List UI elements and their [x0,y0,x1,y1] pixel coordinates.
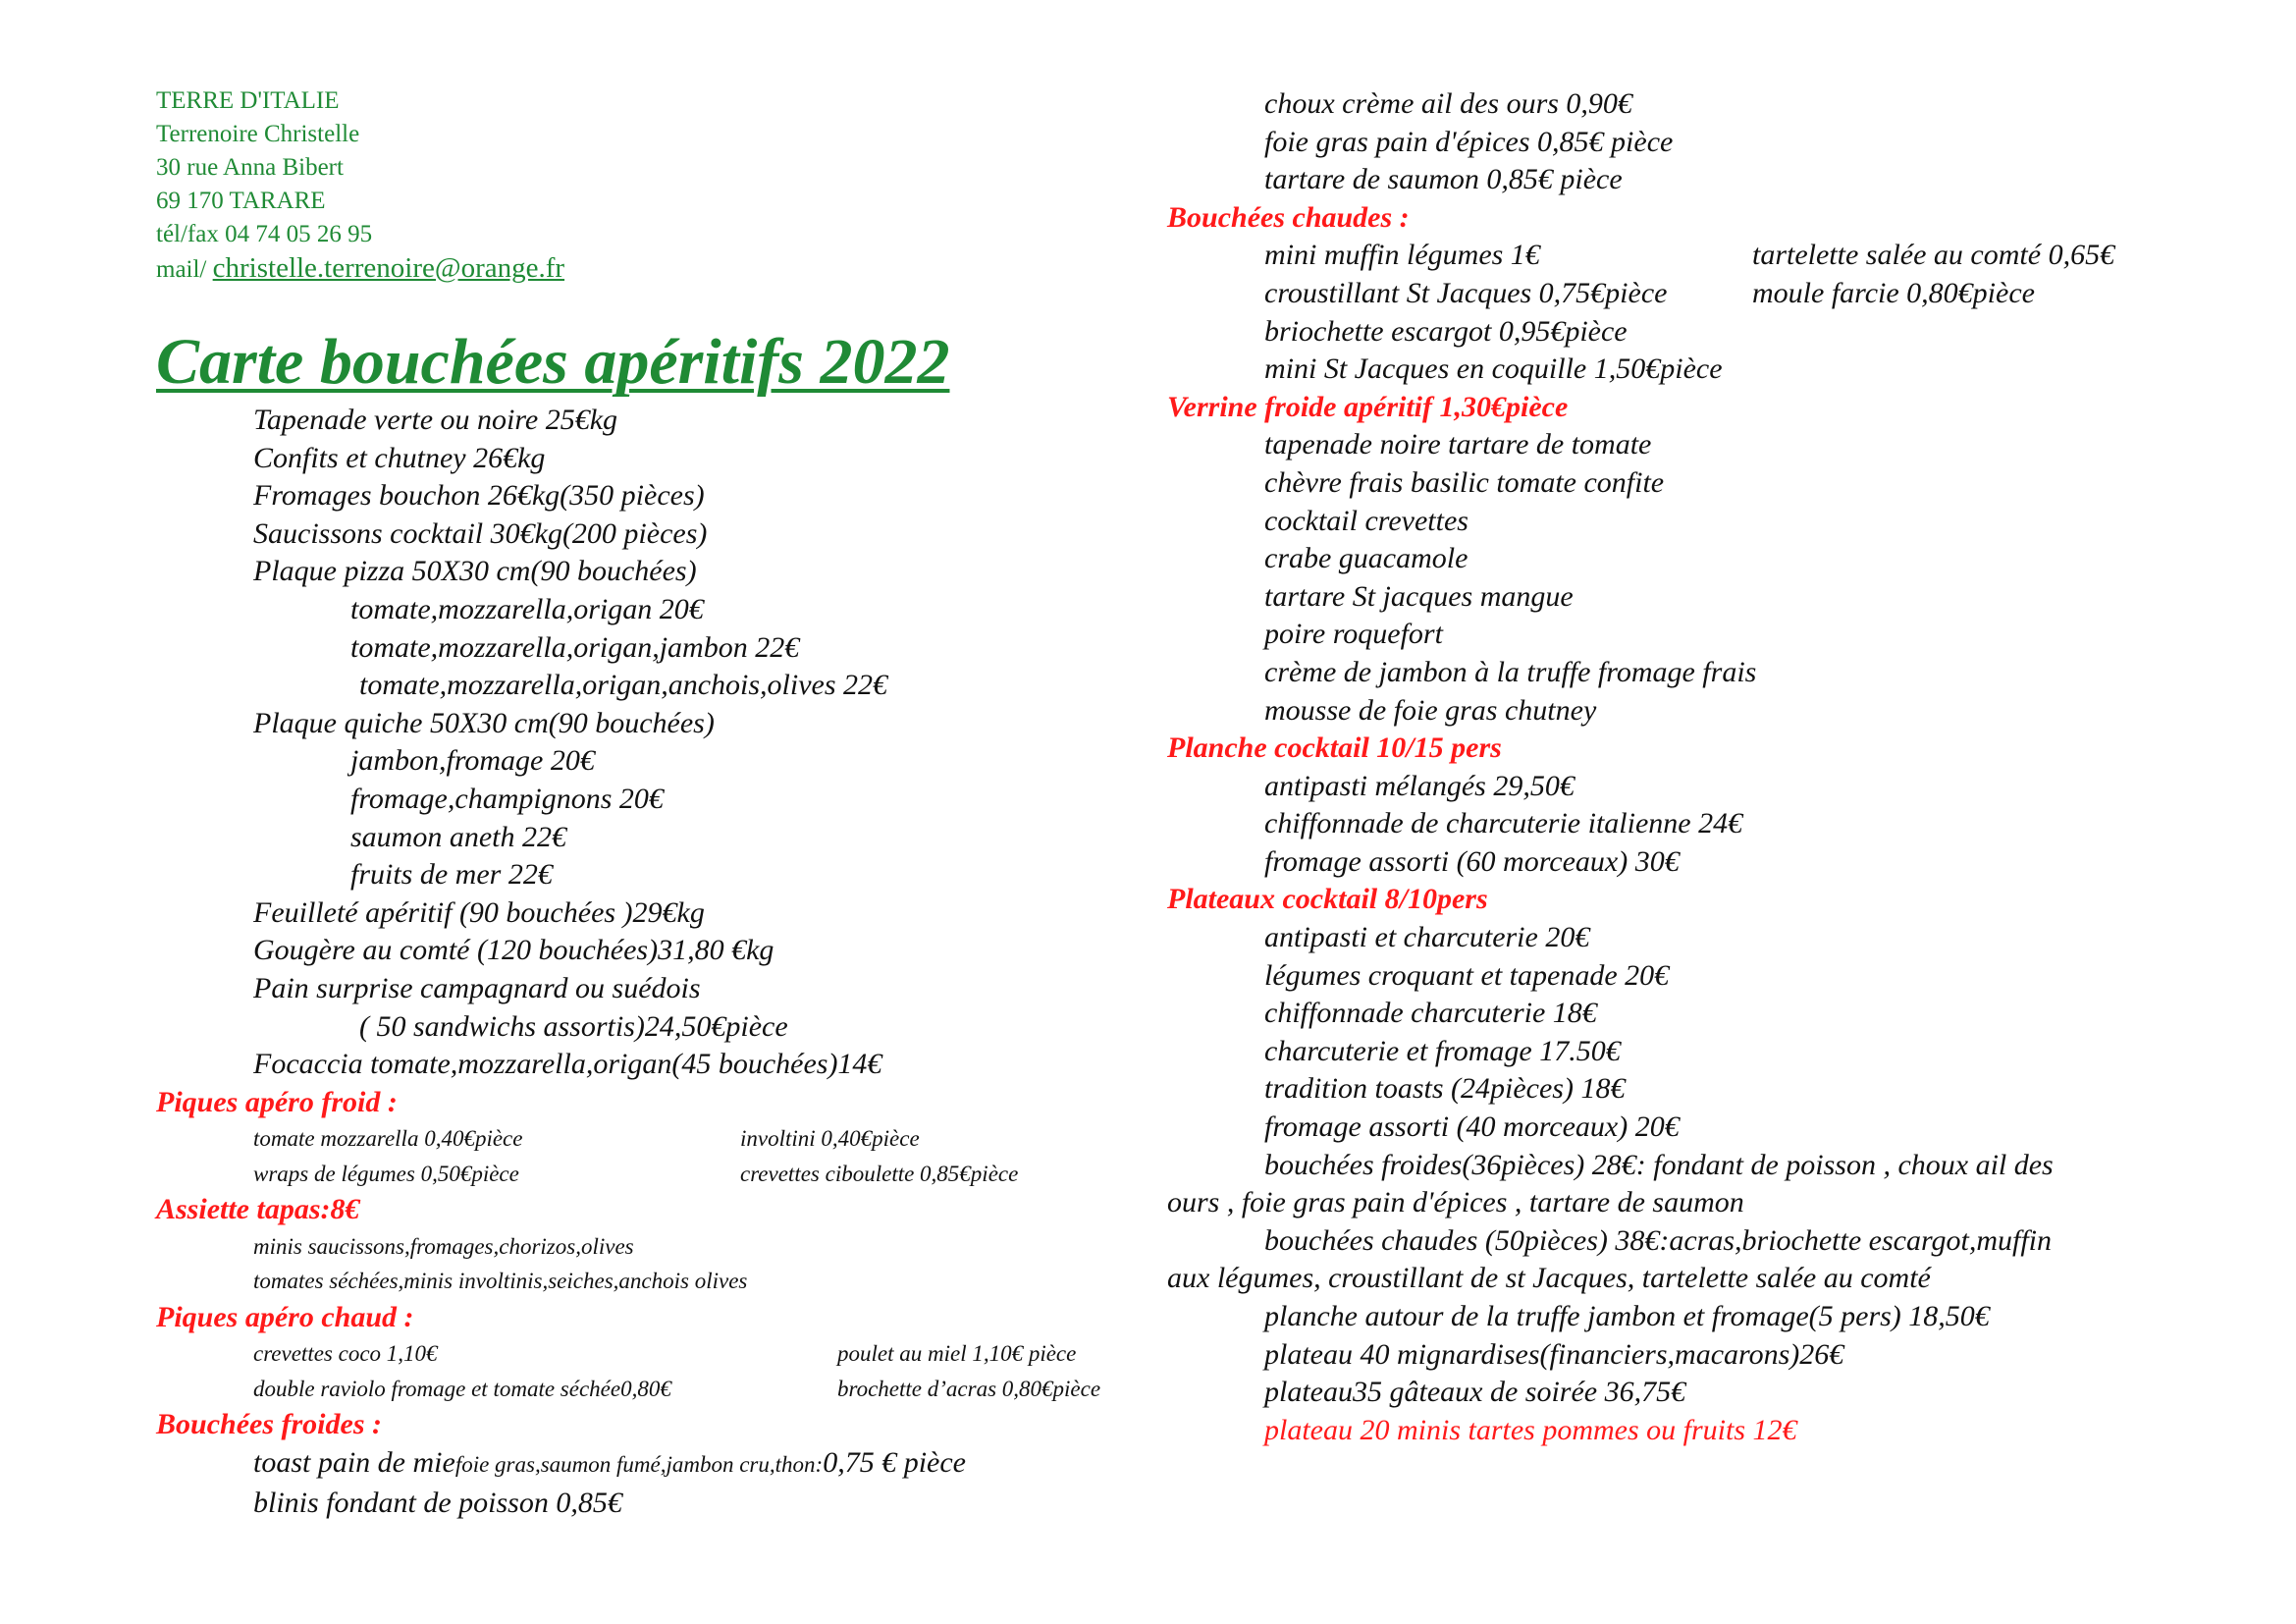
letterhead [156,84,564,287]
list-item [156,1336,1148,1372]
menu-item: tartare de saumon 0,85€ pièce [1264,163,1623,196]
phone: tél/fax 04 74 05 26 95 [156,221,373,247]
menu-item: chèvre frais basilic tomate confite [1264,465,1665,499]
list-item-a: crevettes coco 1,10€ [253,1341,438,1367]
list-item-a: mini muffin légumes 1€ [1264,239,1540,272]
section-heading-bouchees-chaudes: Bouchées chaudes : [1167,200,1410,234]
menu-item: crème de jambon à la truffe fromage frais [1264,655,1757,688]
list-item [1167,275,2276,313]
menu-item: blinis fondant de poisson 0,85€ [253,1486,622,1519]
menu-item: tapenade noire tartare de tomate [1264,428,1652,461]
menu-item: bouchées froides(36pièces) 28€: fondant de poisson , choux ail des [1264,1148,2054,1181]
section-heading-verrine: Verrine froide apéritif 1,30€pièce [1167,390,1569,423]
menu-item: crabe guacamole [1264,542,1468,575]
menu-item: Plaque pizza 50X30 cm(90 bouchées) [253,555,697,588]
menu-item: chiffonnade charcuterie 18€ [1264,997,1597,1030]
menu-item: plateau35 gâteaux de soirée 36,75€ [1264,1376,1686,1409]
menu-item-continued: aux légumes, croustillant de st Jacques, tartelette salée au comté [1167,1262,1931,1295]
menu-item: Fromages bouchon 26€kg(350 pièces) [253,479,705,513]
list-item-a: wraps de légumes 0,50€pièce [253,1161,519,1186]
street-address: 30 rue Anna Bibert [156,154,344,181]
menu-item: plateau 40 mignardises(financiers,macarons)26€ [1264,1337,1844,1371]
section-heading-piques-froid: Piques apéro froid : [156,1085,398,1118]
owner-name: Terrenoire Christelle [156,121,360,147]
menu-item: Pain surprise campagnard ou suédois [253,971,701,1004]
menu-item: foie gras pain d'épices 0,85€ pièce [1264,125,1674,158]
menu-item: bouchées chaudes (50pièces) 38€:acras,briochette escargot,muffin [1264,1223,2053,1257]
toast-fillings: foie gras,saumon fumé,jambon cru,thon: [454,1452,824,1478]
section-heading-planche: Planche cocktail 10/15 pers [1167,731,1502,765]
menu-item: antipasti et charcuterie 20€ [1264,921,1590,954]
menu-item: antipasti mélangés 29,50€ [1264,769,1575,802]
list-item-b: involtini 0,40€pièce [740,1126,920,1152]
list-item-b: moule farcie 0,80€pièce [1752,276,2035,309]
list-item: tomates séchées,minis involtinis,seiches,anchois olives [253,1269,748,1294]
section-heading-assiette: Assiette tapas:8€ [156,1193,360,1226]
menu-item: tradition toasts (24pièces) 18€ [1264,1072,1626,1106]
list-item: minis saucissons,fromages,chorizos,olives [253,1233,634,1259]
list-item-b: tartelette salée au comté 0,65€ [1752,239,2115,272]
menu-item: briochette escargot 0,95€pièce [1264,314,1628,348]
menu-item: mousse de foie gras chutney [1264,693,1597,727]
quiche-option: fruits de mer 22€ [350,858,553,892]
list-item-a: croustillant St Jacques 0,75€pièce [1264,276,1668,309]
menu-item: Confits et chutney 26€kg [253,441,546,474]
section-heading-bouchees-froides: Bouchées froides : [156,1408,382,1441]
menu-item: fromage assorti (40 morceaux) 20€ [1264,1110,1680,1144]
menu-item: poire roquefort [1264,618,1443,651]
quiche-option: jambon,fromage 20€ [350,744,595,778]
list-item-b: brochette d’acras 0,80€pièce [837,1376,1101,1401]
pizza-option: tomate,mozzarella,origan,jambon 22€ [350,630,800,664]
pain-surprise-detail: ( 50 sandwichs assortis)24,50€pièce [359,1009,788,1043]
quiche-option: saumon aneth 22€ [350,820,566,853]
mail-line [156,251,564,287]
page-title: Carte bouchées apéritifs 2022 [156,326,950,398]
email-link[interactable]: christelle.terrenoire@orange.fr [212,252,565,284]
menu-item: chiffonnade de charcuterie italienne 24€ [1264,807,1743,840]
list-item-a: tomate mozzarella 0,40€pièce [253,1126,523,1152]
toast-label: toast pain de mie [253,1446,455,1480]
list-item [156,1157,1148,1192]
menu-item: Feuilleté apéritif (90 bouchées )29€kg [253,895,705,929]
menu-item: cocktail crevettes [1264,504,1468,537]
left-column [156,402,1148,1522]
list-item [156,1372,1148,1407]
city: 69 170 TARARE [156,188,326,214]
pizza-option: tomate,mozzarella,origan,anchois,olives 22€ [359,669,888,702]
menu-item: charcuterie et fromage 17.50€ [1264,1034,1621,1067]
menu-item: Saucissons cocktail 30€kg(200 pièces) [253,516,708,550]
list-item [156,1121,1148,1157]
quiche-title: Plaque quiche 50X30 cm(90 bouchées) [253,706,715,739]
quiche-option: fromage,champignons 20€ [350,782,664,815]
company-name: TERRE D'ITALIE [156,87,340,114]
menu-item: planche autour de la truffe jambon et fromage(5 pers) 18,50€ [1264,1300,1990,1332]
menu-item: légumes croquant et tapenade 20€ [1264,958,1670,992]
menu-item: Focaccia tomate,mozzarella,origan(45 bouchées)14€ [253,1048,882,1081]
right-column [1167,85,2276,1449]
menu-item: fromage assorti (60 morceaux) 30€ [1264,844,1680,878]
list-item-a: double raviolo fromage et tomate séchée0,80€ [253,1376,671,1401]
section-heading-piques-chaud: Piques apéro chaud : [156,1300,414,1333]
list-item-b: crevettes ciboulette 0,85€pièce [740,1161,1019,1186]
menu-item-highlight: plateau 20 minis tartes pommes ou fruits 12€ [1264,1413,1797,1446]
toast-price: 0,75 € pièce [823,1446,966,1480]
section-heading-plateaux: Plateaux cocktail 8/10pers [1167,883,1488,916]
menu-item: choux crème ail des ours 0,90€ [1264,87,1632,120]
menu-item: mini St Jacques en coquille 1,50€pièce [1264,352,1723,386]
menu-item: Tapenade verte ou noire 25€kg [253,404,618,436]
menu-item [156,1444,1148,1485]
list-item-b: poulet au miel 1,10€ pièce [837,1341,1077,1367]
list-item [1167,237,2276,275]
menu-item-continued: ours , foie gras pain d'épices , tartare de saumon [1167,1186,1744,1219]
menu-item: Gougère au comté (120 bouchées)31,80 €kg [253,934,774,967]
mail-prefix: mail/ [156,256,213,283]
menu-item: tartare St jacques mangue [1264,579,1574,613]
pizza-option: tomate,mozzarella,origan 20€ [350,592,704,625]
